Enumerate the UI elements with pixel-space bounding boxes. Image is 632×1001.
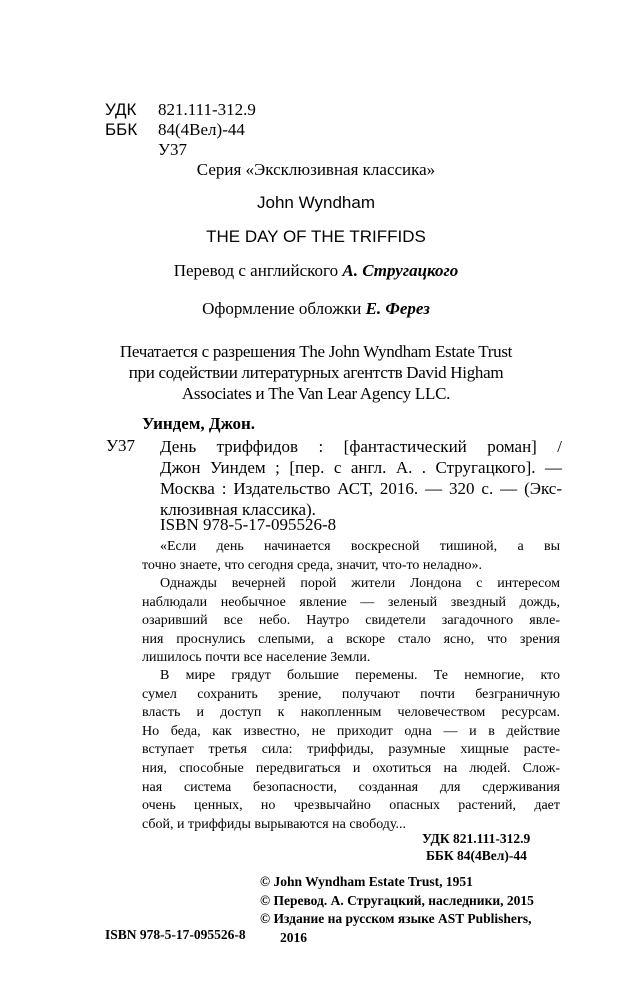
bbk-label: ББК [105, 120, 138, 139]
copyright-line: © Перевод. А. Стругацкий, наследники, 2015 [260, 892, 534, 908]
bibliographic-isbn: ISBN 978-5-17-095526-8 [160, 515, 337, 534]
annotation-line: ная система безопасности, созданная для сдерживания [142, 779, 560, 795]
annotation-line: лишилось почти все население Земли. [142, 650, 371, 666]
copyright-line: © Издание на русском языке AST Publishers, [260, 911, 532, 926]
annotation-line: Однажды вечерней порой жители Лондона с интересом [160, 576, 560, 591]
bibliographic-mark: У37 [106, 436, 136, 455]
annotation-line: «Если день начинается воскресной тишиной, а вы [160, 539, 560, 554]
translation-label: Перевод с английского [173, 261, 339, 280]
author-mark: У37 [158, 140, 188, 159]
annotation-paragraph [142, 575, 560, 668]
annotation-line: сбой, и триффиды вырываются на свободу... [142, 816, 407, 832]
annotation-paragraph [142, 667, 560, 834]
bottom-isbn: ISBN 978-5-17-095526-8 [105, 927, 246, 942]
cover-credit [0, 299, 632, 319]
copyright-line: 2016 [280, 929, 307, 945]
annotation-line: ния, способные передвигаться и охотиться на людей. Слож- [142, 760, 560, 776]
bibliographic-heading: Уиндем, Джон. [142, 414, 256, 433]
permission-line: Печатается с разрешения The John Wyndham Estate Trust [119, 342, 513, 361]
annotation-line: власть и доступ к накопленным человечеством ресурсам. [142, 705, 560, 721]
annotation-line: В мире грядут большие перемены. Те немногие, кто [160, 668, 560, 683]
original-title: THE DAY OF THE TRIFFIDS [206, 227, 426, 246]
bibliographic-line: День триффидов : [фантастический роман] / [160, 437, 562, 456]
copyright-block [260, 873, 534, 947]
annotation-line: вступает третья сила: триффиды, разумные хищные расте- [142, 742, 560, 758]
bibliographic-line: клюзивная классика). [160, 500, 316, 519]
bibliographic-line: Москва : Издательство АСТ, 2016. — 320 с. — (Экс- [160, 479, 562, 498]
udk-value: 821.111-312.9 [158, 100, 256, 119]
footer-bbk: ББК 84(4Вел)-44 [426, 848, 527, 863]
udk-label: УДК [105, 100, 137, 119]
annotation-line: озаривший все небо. Наутро свидетели загадочного явле- [142, 613, 560, 629]
footer-udk: УДК 821.111-312.9 [422, 831, 531, 846]
translator-name: А. Стругацкого [342, 261, 459, 280]
bbk-value: 84(4Вел)-44 [158, 120, 245, 139]
copyright-line: © John Wyndham Estate Trust, 1951 [260, 874, 473, 889]
annotation-line: Но беда, как известно, не приходит одна — и в действие [142, 723, 560, 739]
permission-notice [0, 341, 632, 404]
original-author: John Wyndham [257, 193, 375, 212]
annotation-line: сумел сохранить зрение, получают почти безграничную [142, 686, 560, 702]
permission-line: при содействии литературных агентств David Higham [128, 363, 504, 382]
permission-line: Associates и The Van Lear Agency LLC. [181, 384, 451, 403]
cover-artist-name: Е. Ферез [365, 299, 430, 318]
annotation-line: точно знаете, что сегодня среда, значит, что-то неладно». [142, 557, 482, 573]
annotation-line: ния проснулись слепыми, а вскоре стало ясно, что зрения [142, 631, 560, 647]
annotation-line: наблюдали необычное явление — зеленый звездный дождь, [142, 594, 560, 610]
series-title: Серия «Эксклюзивная классика» [196, 160, 436, 179]
bibliographic-line: Джон Уиндем ; [пер. с англ. А. . Стругацкого]. — [160, 458, 562, 477]
cover-label: Оформление обложки [202, 299, 362, 318]
annotation-line: очень ценных, но чрезвычайно опасных растений, дает [142, 798, 560, 814]
translation-credit [0, 261, 632, 281]
annotation-paragraph [142, 538, 560, 575]
